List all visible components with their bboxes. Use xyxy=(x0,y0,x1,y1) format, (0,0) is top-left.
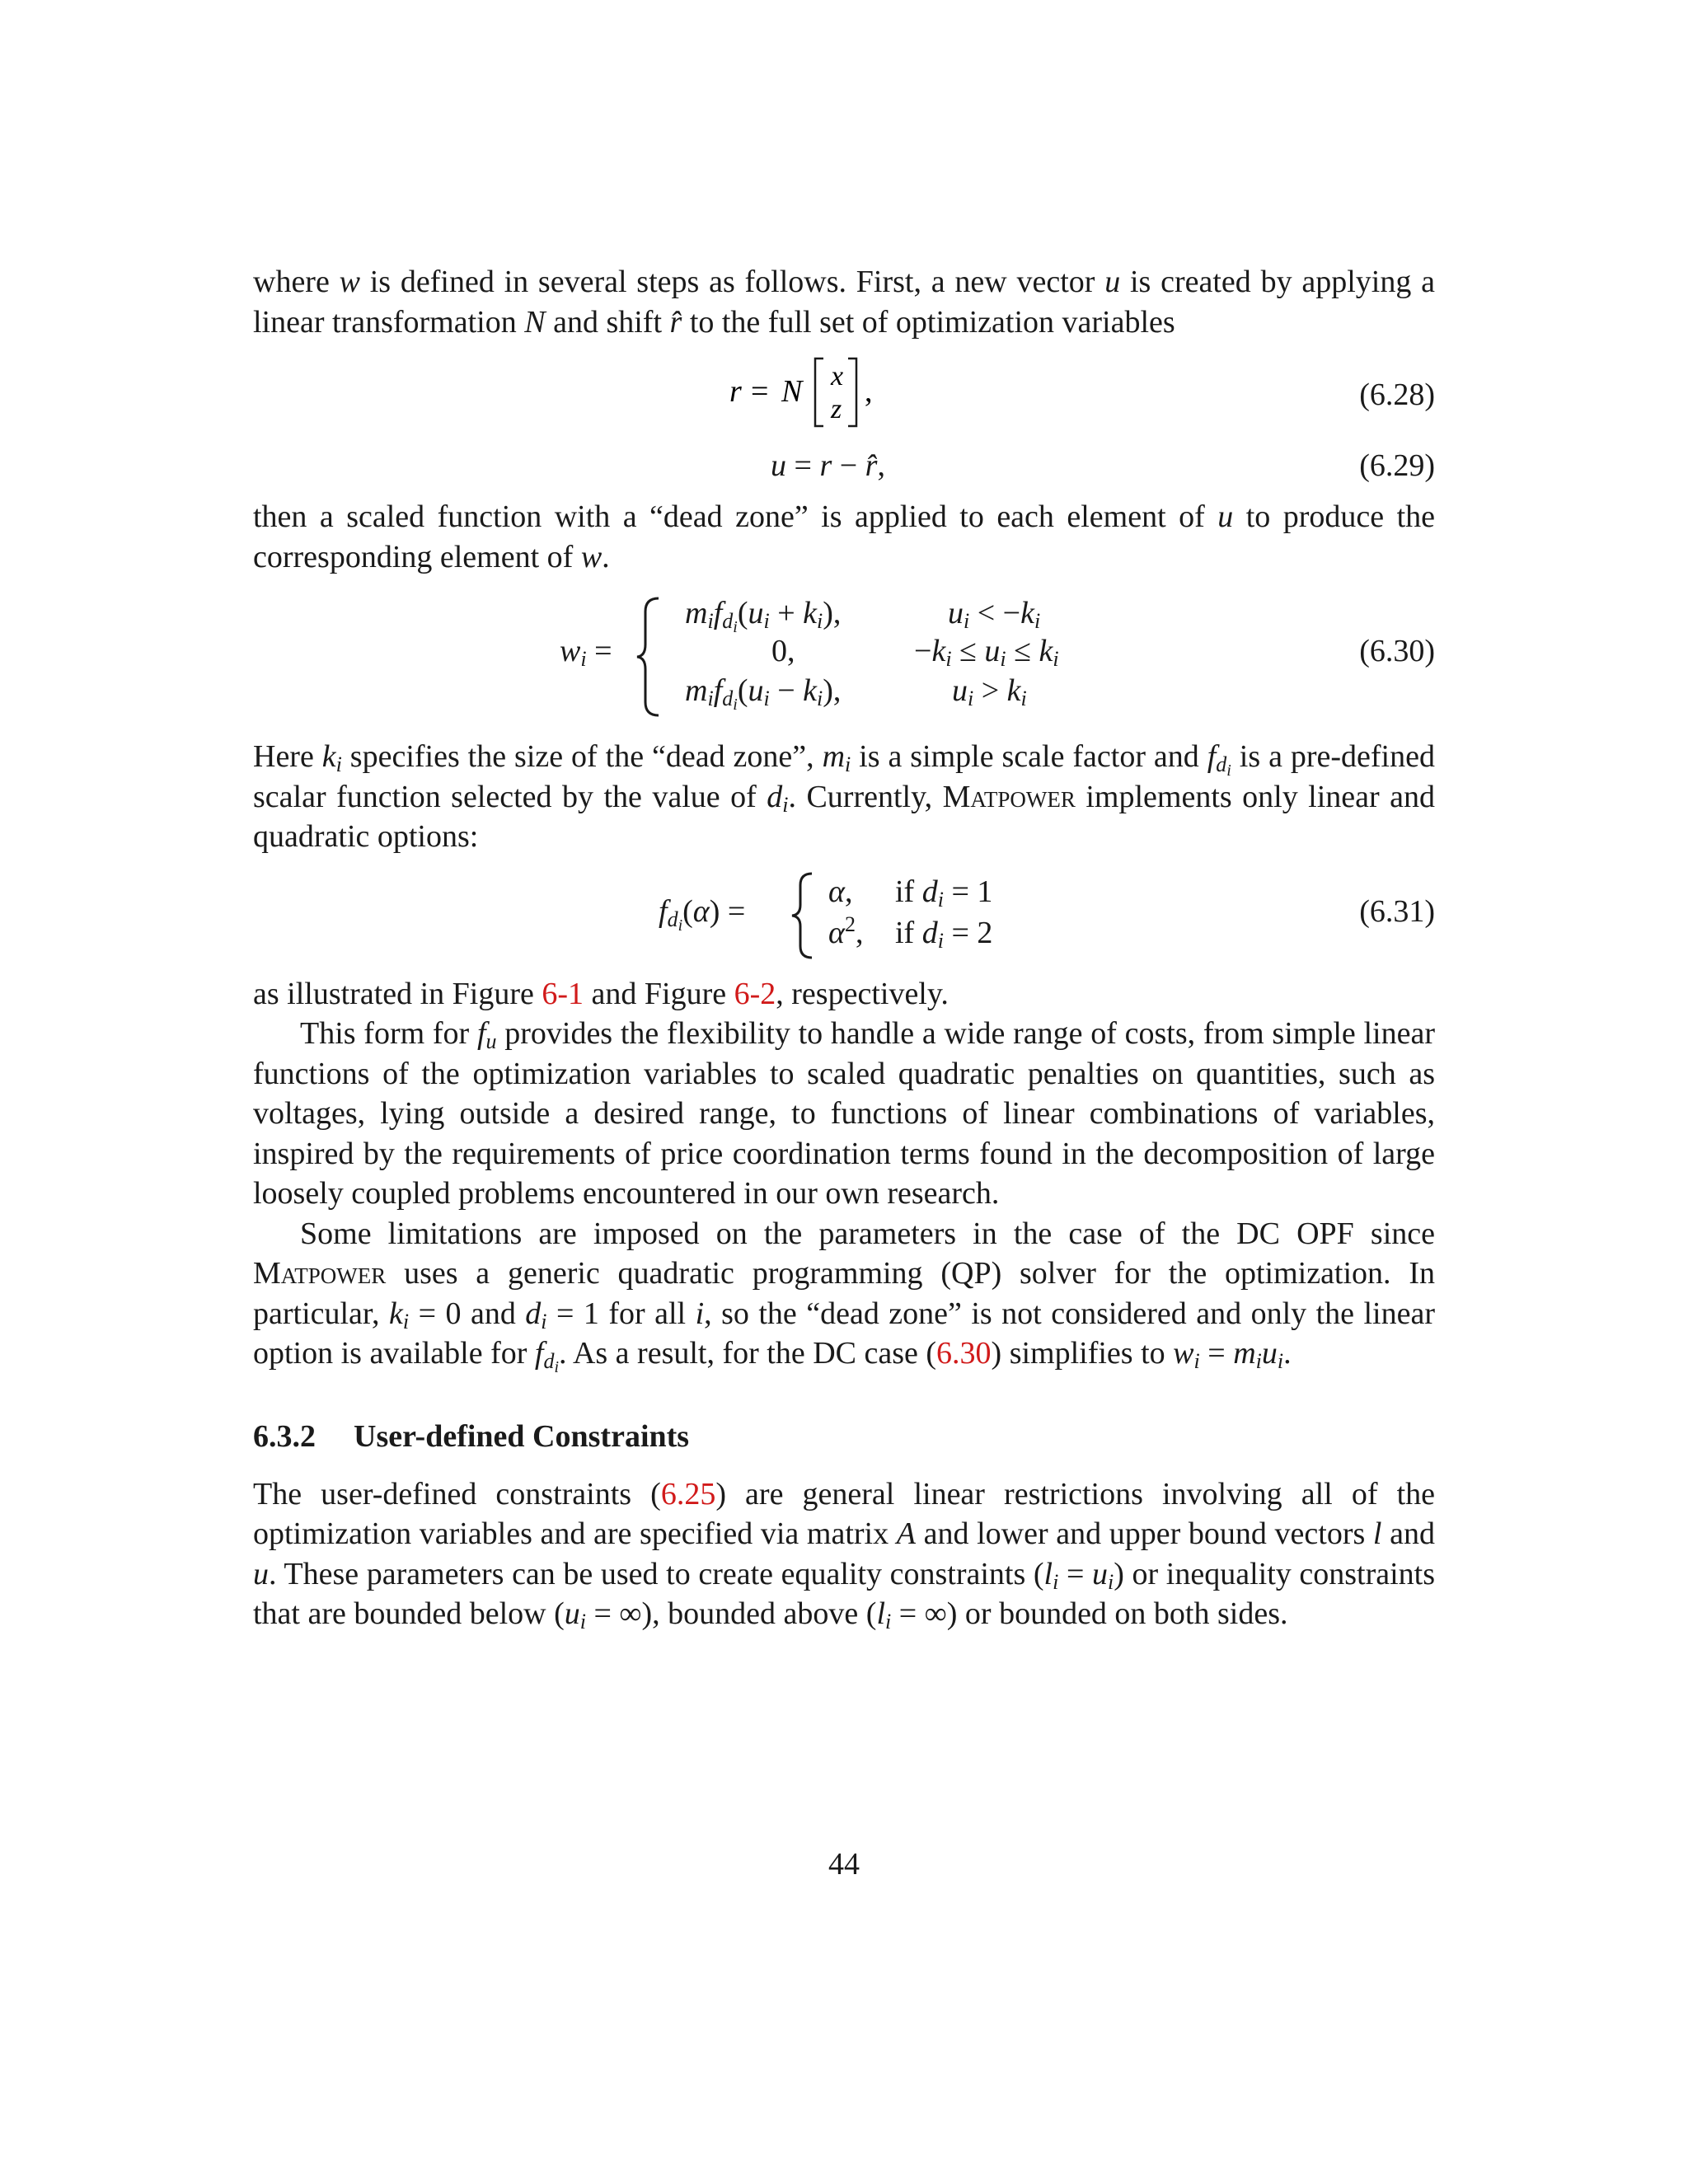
case-linear-expr: α, xyxy=(828,874,853,909)
svg-text:N: N xyxy=(781,374,803,409)
paragraph-here-ki: Here $k_i$ specifies the size of the “dead zone”, $m_i$ is a simple scale factor and $f_{d_i}$ is a pre-defined scalar function selected by the value of $d_i$. Currently, Matpower implements only linear and quadratic options: xyxy=(253,739,1435,854)
svg-text:,: , xyxy=(865,374,873,409)
figure-ref-link[interactable]: 6-2 xyxy=(734,976,776,1011)
equation-6-31 xyxy=(253,870,1435,961)
case-3-expr: $m_if_{d_i}(u_i - k_i)$, xyxy=(685,673,842,714)
equation-6-28 xyxy=(253,347,1435,433)
section-title: User-defined Constraints xyxy=(354,1418,690,1454)
svg-text:r: r xyxy=(729,374,742,409)
paragraph-illustrated: as illustrated in Figure 6-1 and Figure 6-2, respectively. xyxy=(253,976,949,1011)
svg-text:x: x xyxy=(831,361,844,391)
equation-6-28-formula xyxy=(253,347,1435,433)
paragraph-intro: where w is defined in several steps as follows. First, a new vector u is created by applying a linear transformation N and shift r̂ to the full set of optimization variables xyxy=(253,265,1435,340)
case-2-cond: $-k_i \le u_i \le k_i$ xyxy=(914,634,1059,671)
svg-text:=: = xyxy=(751,374,769,409)
section-heading xyxy=(253,1418,1435,1455)
equation-number: (6.31) xyxy=(1359,893,1435,929)
page-body xyxy=(253,262,1435,1634)
case-1-expr: $m_if_{d_i}(u_i + k_i)$, xyxy=(685,596,842,636)
case-2-expr: 0, xyxy=(771,634,795,668)
case-quadratic-cond: if $d_i = 2$ xyxy=(895,915,993,953)
paragraph-limitations: Some limitations are imposed on the parameters in the case of the DC OPF since Matpower uses a generic quadratic programming (QP) solver for the optimization. In particular, $k_i = 0$ and $d_i = 1$ for all i, so the “dead zone” is not considered and only the linear option is available for $f_{d_i}$. As a result, for the DC case (6.30) simplifies to $w_i = m_iu_i$. xyxy=(253,1216,1436,1376)
case-3-cond: $u_i > k_i$ xyxy=(952,673,1027,710)
equation-6-30-lhs: $w_i$ = xyxy=(560,634,612,671)
case-1-cond: $u_i < -k_i$ xyxy=(948,596,1041,633)
equation-ref-link[interactable]: 6.25 xyxy=(660,1476,716,1511)
brand-name: Matpower xyxy=(253,1256,387,1291)
svg-text:z: z xyxy=(831,394,842,424)
equation-6-31-lhs: $f_{d_i}(\alpha)$ = xyxy=(659,893,746,935)
paragraph-flexibility: This form for $f_u$ provides the flexibility to handle a wide range of costs, from simple linear functions of the optimization variables to scaled quadratic penalties on quantities, such as voltages, lying outside a desired range, to functions of linear combinations of variables, inspired by the requirements of price coordination terms found in the decomposition of large loosely coupled problems encountered in our own research. xyxy=(253,1016,1435,1211)
equation-6-29 xyxy=(253,436,1435,494)
equation-number: (6.30) xyxy=(1359,634,1435,668)
left-brace xyxy=(789,870,818,961)
brand-name: Matpower xyxy=(942,779,1076,814)
equation-number: (6.28) xyxy=(1359,377,1435,412)
figure-ref-link[interactable]: 6-1 xyxy=(542,976,584,1011)
paragraph-dead-zone: then a scaled function with a “dead zone” is applied to each element of u to produce the corresponding element of w. xyxy=(253,499,1435,574)
case-quadratic-expr: $\alpha^2$, xyxy=(828,912,864,950)
left-brace xyxy=(634,595,667,719)
paragraph-user-constraints: The user-defined constraints (6.25) are general linear restrictions involving all of the optimization variables and are specified via matrix A and lower and upper bound vectors l and u. These parameters can be used to create equality constraints $(l_i = u_i)$ or inequality constraints that are bounded below ($u_i$ = ∞), bounded above ($l_i$ = ∞) or bounded on both sides. xyxy=(253,1476,1436,1633)
section-number: 6.3.2 xyxy=(253,1418,316,1454)
equation-number: (6.29) xyxy=(1359,448,1435,483)
equation-ref-link[interactable]: 6.30 xyxy=(936,1336,992,1371)
equation-6-30 xyxy=(253,595,1435,719)
page-number: 44 xyxy=(828,1847,860,1882)
equation-6-29-formula: u = r − r̂, xyxy=(771,448,885,483)
case-linear-cond: if $d_i = 1$ xyxy=(895,874,993,912)
